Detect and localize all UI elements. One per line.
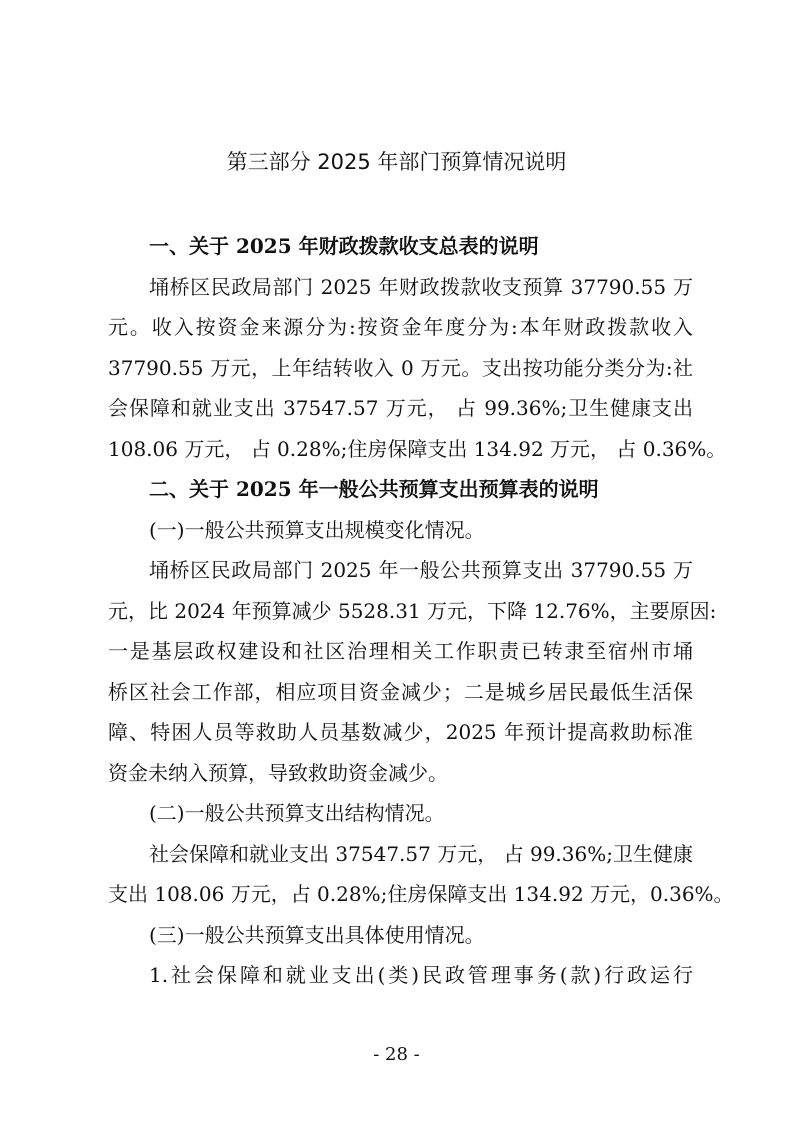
paragraph-line: 支出 108.06 万元，占 0.28%;住房保障支出 134.92 万元，0.36%。 [108, 882, 734, 906]
section-heading-2: 二、关于 2025 年一般公共预算支出预算表的说明 [149, 477, 599, 501]
paragraph-line: 障、特困人员等救助人员基数减少，2025 年预计提高救助标准 [108, 720, 693, 744]
subsection-heading-3: (三)一般公共预算支出具体使用情况。 [149, 922, 485, 947]
paragraph-line: 元。收入按资金来源分为:按资金年度分为:本年财政拨款收入 [108, 315, 693, 339]
paragraph-line: 108.06 万元， 占 0.28%;住房保障支出 134.92 万元， 占 0.36%。 [108, 436, 727, 461]
section-heading-1: 一、关于 2025 年财政拨款收支总表的说明 [149, 234, 539, 258]
paragraph-line: 资金未纳入预算，导致救助资金减少。 [108, 760, 448, 785]
paragraph-line: 会保障和就业支出 37547.57 万元， 占 99.36%;卫生健康支出 [108, 396, 693, 420]
paragraph-line: 37790.55 万元，上年结转收入 0 万元。支出按功能分类分为:社 [108, 355, 693, 380]
page-number: - 28 - [373, 1044, 420, 1065]
document-body [108, 226, 734, 996]
paragraph-line: 社会保障和就业支出 37547.57 万元， 占 99.36%;卫生健康 [149, 841, 693, 866]
subsection-heading-1: (一)一般公共预算支出规模变化情况。 [149, 517, 485, 542]
page-title: 第三部分 2025 年部门预算情况说明 [226, 150, 567, 174]
paragraph-line: 埇桥区民政局部门 2025 年财政拨款收支预算 37790.55 万 [149, 274, 693, 299]
paragraph-line: 埇桥区民政局部门 2025 年一般公共预算支出 37790.55 万 [149, 558, 693, 582]
paragraph-line: 1.社会保障和就业支出(类)民政管理事务(款)行政运行 [149, 963, 693, 987]
paragraph-line: 桥区社会工作部，相应项目资金减少；二是城乡居民最低生活保 [108, 679, 693, 704]
paragraph-line: 一是基层政权建设和社区治理相关工作职责已转隶至宿州市埇 [108, 639, 693, 663]
subsection-heading-2: (二)一般公共预算支出结构情况。 [149, 801, 445, 825]
paragraph-line: 元，比 2024 年预算减少 5528.31 万元，下降 12.76%，主要原因: [108, 598, 717, 623]
